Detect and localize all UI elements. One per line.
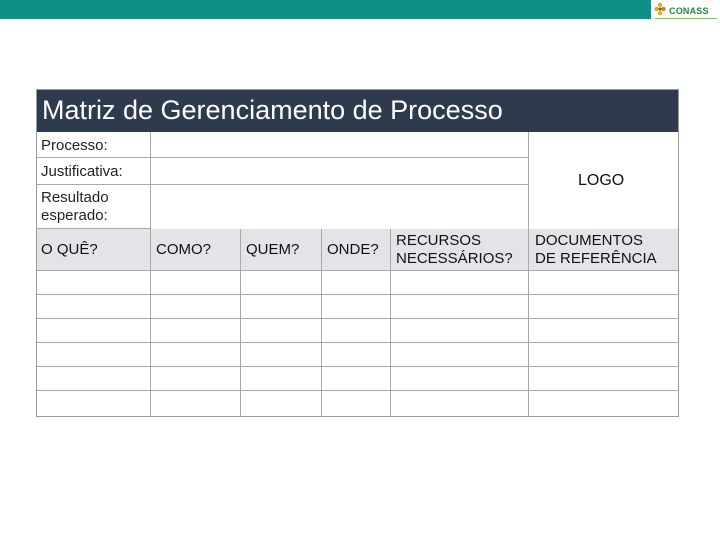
table-cell-recursos-row3[interactable]: [391, 319, 529, 343]
header-onde-label: ONDE?: [327, 241, 379, 258]
table-cell-documentos-row6[interactable]: [529, 391, 678, 416]
processo-label: Processo:: [41, 137, 108, 154]
table-cell-o-que-row2[interactable]: [37, 295, 151, 319]
justificativa-label: Justificativa:: [41, 163, 123, 180]
table-cell-onde-row2[interactable]: [322, 295, 391, 319]
table-cell-onde-row5[interactable]: [322, 367, 391, 391]
table-cell-quem-row3[interactable]: [241, 319, 322, 343]
table-cell-como-row3[interactable]: [151, 319, 241, 343]
resultado-label-line2: esperado:: [41, 207, 108, 224]
table-cell-documentos-row2[interactable]: [529, 295, 678, 319]
header-documentos: [529, 229, 678, 271]
table-cell-recursos-row5[interactable]: [391, 367, 529, 391]
header-o-que-label: O QUÊ?: [41, 241, 98, 258]
table-cell-documentos-row1[interactable]: [529, 271, 678, 295]
table-cell-como-row5[interactable]: [151, 367, 241, 391]
table-cell-documentos-row5[interactable]: [529, 367, 678, 391]
table-cell-o-que-row3[interactable]: [37, 319, 151, 343]
table-cell-documentos-row3[interactable]: [529, 319, 678, 343]
header-documentos-line2: DE REFERÊNCIA: [535, 250, 657, 267]
resultado-value-cell[interactable]: [151, 185, 529, 229]
header-recursos: [391, 229, 529, 271]
matrix-title: Matriz de Gerenciamento de Processo: [42, 95, 503, 125]
table-cell-quem-row5[interactable]: [241, 367, 322, 391]
header-recursos-line1: RECURSOS: [396, 232, 482, 249]
table-cell-como-row4[interactable]: [151, 343, 241, 367]
table-cell-recursos-row2[interactable]: [391, 295, 529, 319]
brand-name: CONASS: [669, 6, 709, 16]
justificativa-label-cell: [37, 158, 151, 185]
table-cell-recursos-row6[interactable]: [391, 391, 529, 416]
logo-underline: [655, 18, 717, 19]
table-cell-como-row6[interactable]: [151, 391, 241, 416]
processo-value-cell[interactable]: [151, 132, 529, 158]
resultado-label-cell: [37, 185, 151, 229]
header-recursos-line2: NECESSÁRIOS?: [396, 250, 513, 267]
header-onde: [322, 229, 391, 271]
table-cell-como-row2[interactable]: [151, 295, 241, 319]
header-documentos-line1: DOCUMENTOS: [535, 232, 644, 249]
table-cell-o-que-row4[interactable]: [37, 343, 151, 367]
table-cell-o-que-row5[interactable]: [37, 367, 151, 391]
table-cell-quem-row4[interactable]: [241, 343, 322, 367]
table-cell-onde-row6[interactable]: [322, 391, 391, 416]
table-cell-como-row1[interactable]: [151, 271, 241, 295]
table-cell-onde-row1[interactable]: [322, 271, 391, 295]
header-quem: [241, 229, 322, 271]
logo-placeholder: LOGO: [578, 172, 625, 189]
title-band: [37, 90, 678, 132]
table-cell-o-que-row1[interactable]: [37, 271, 151, 295]
table-cell-quem-row6[interactable]: [241, 391, 322, 416]
table-cell-onde-row3[interactable]: [322, 319, 391, 343]
table-cell-onde-row4[interactable]: [322, 343, 391, 367]
justificativa-value-cell[interactable]: [151, 158, 529, 185]
table-cell-recursos-row4[interactable]: [391, 343, 529, 367]
header-o-que: [37, 229, 151, 271]
header-quem-label: QUEM?: [246, 241, 300, 258]
table-cell-quem-row2[interactable]: [241, 295, 322, 319]
table-cell-o-que-row6[interactable]: [37, 391, 151, 416]
top-banner: [0, 0, 720, 19]
table-cell-documentos-row4[interactable]: [529, 343, 678, 367]
conass-logo: [651, 0, 720, 22]
resultado-label-line1: Resultado: [41, 189, 109, 206]
table-cell-quem-row1[interactable]: [241, 271, 322, 295]
processo-label-cell: [37, 132, 151, 158]
header-como-label: COMO?: [156, 241, 212, 258]
flower-icon: [654, 2, 666, 16]
table-cell-recursos-row1[interactable]: [391, 271, 529, 295]
header-como: [151, 229, 241, 271]
